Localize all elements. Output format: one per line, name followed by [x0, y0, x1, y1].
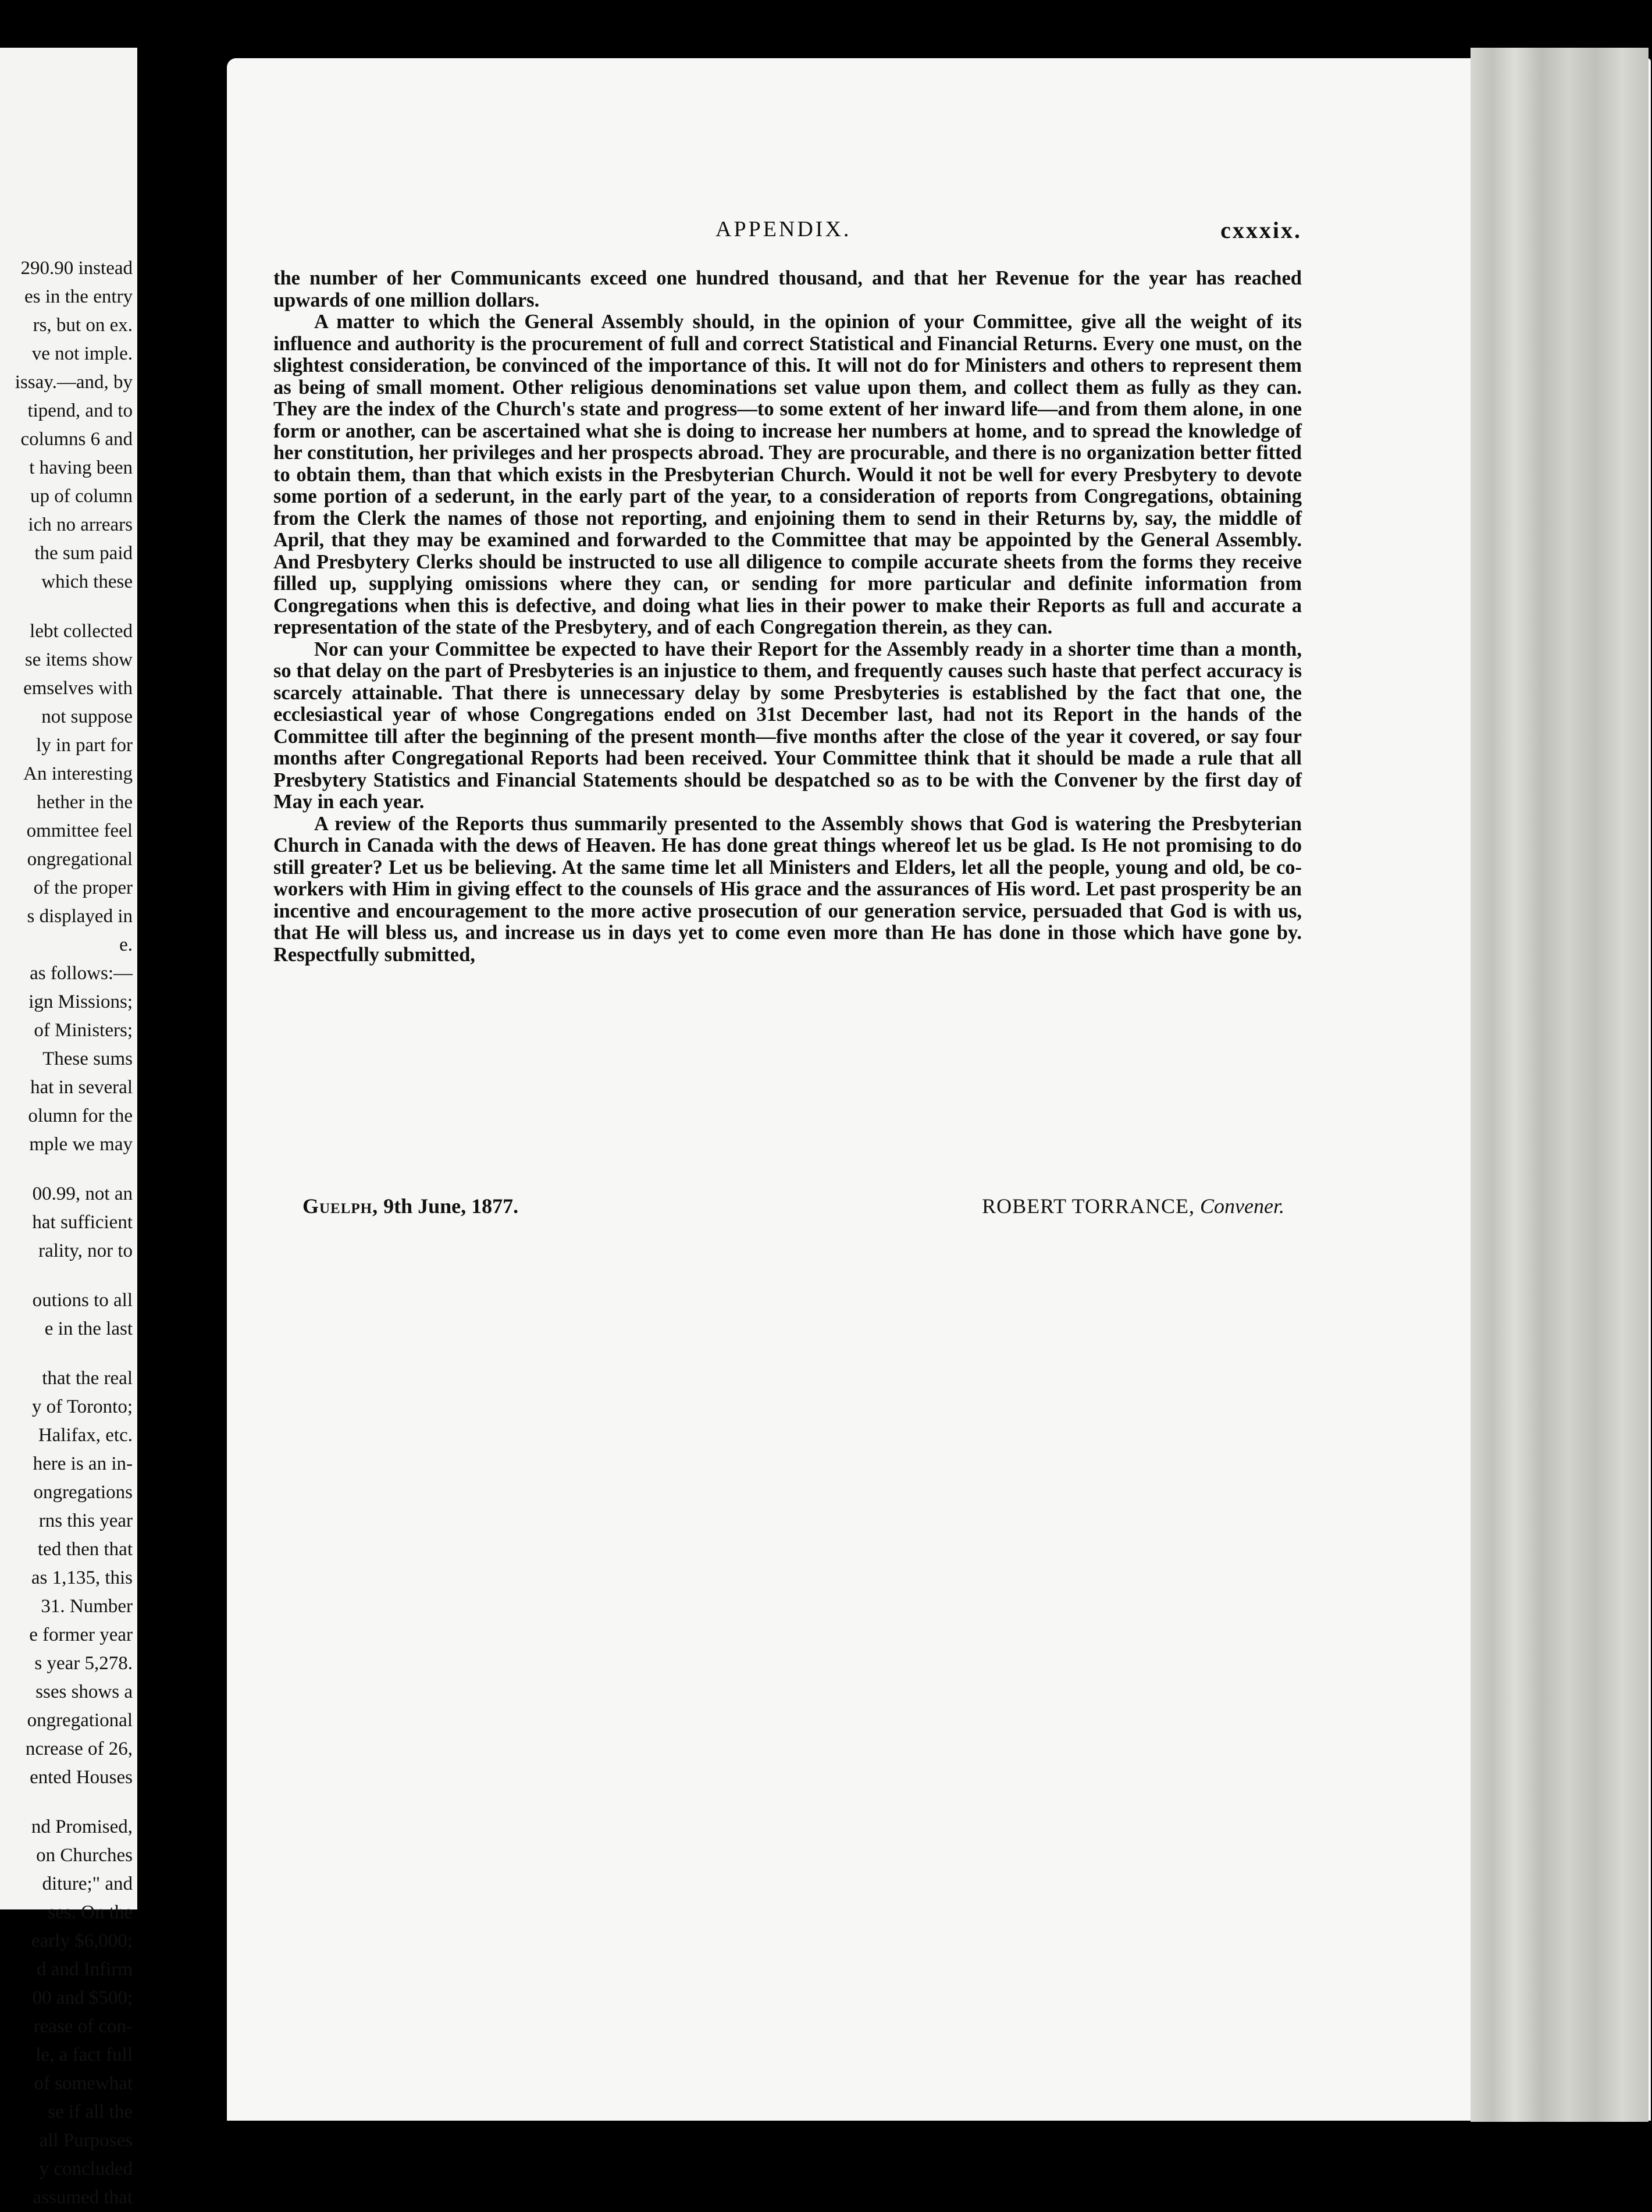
facing-page-line: ongregational — [27, 849, 133, 870]
facing-page-line: hat sufficient — [32, 1212, 133, 1233]
facing-page-line: ses. On the — [48, 1902, 133, 1923]
facing-page-line: up of column — [30, 486, 133, 507]
facing-page-gap — [0, 1792, 133, 1813]
facing-page-line: y of Toronto; — [31, 1396, 133, 1417]
facing-page-line: early $6,000; — [31, 1930, 133, 1951]
book-gutter — [137, 0, 228, 2155]
facing-page-line: e former year — [29, 1624, 133, 1645]
facing-page-line: the sum paid — [34, 543, 133, 564]
paragraph-4: A review of the Reports thus summarily presented to the Assembly shows that God is watering the Presbyterian Church in Canada with the dews of Heaven. He has done great things whereof let us be glad. Is He not promising to do still greater? Let us be believing. At the same time let all Ministers and Elders, let all the people, young and old, be co-workers with Him in giving effect to the counsels of His grace and the assurances of His word. Let past prosperity be an incentive and encouragement to the more active prosecution of our generation service, persuaded that God is with us, that He will bless us, and increase us in days yet to come even more than He has done in those which have gone by. Respectfully submitted, — [273, 812, 1302, 966]
facing-page-line: issay.—and, by — [15, 372, 133, 393]
facing-page-line: lebt collected — [30, 621, 133, 642]
facing-page-line: nd Promised, — [31, 1816, 133, 1837]
facing-page-line: of Ministers; — [34, 1020, 133, 1041]
facing-page-line: all Purposes — [39, 2130, 133, 2151]
signature-block — [273, 1194, 1302, 1223]
facing-page-line: ve not imple. — [31, 343, 133, 364]
facing-page-line: rns this year — [38, 1510, 133, 1531]
page-edges — [1471, 48, 1649, 2122]
facing-page-line: ommittee feel — [26, 820, 133, 841]
facing-page-text — [0, 254, 133, 2212]
facing-page-line: here is an in- — [33, 1453, 133, 1474]
facing-page-line: Halifax, etc. — [38, 1425, 133, 1446]
facing-page-line: which these — [41, 571, 133, 592]
facing-page-line: ongregational — [27, 1710, 133, 1731]
signature-place: Guelph, — [302, 1194, 379, 1218]
facing-page-line: 290.90 instead — [20, 258, 133, 279]
paragraph-2: A matter to which the General Assembly should, in the opinion of your Committee, give all the weight of its influence and authority is the procurement of full and correct Statistical and Financial Returns. Every one must, on the slightest consideration, be convinced of the importance of this. It will not do for Ministers and others to represent them as being of small moment. Other religious denominations set value upon them, and collect them as fully as they can. They are the index of the Church's state and progress—to some extent of her inward life—and from them alone, in one form or another, can be ascertained what she is doing to increase her numbers at home, and to spread the knowledge of her constitution, her privileges and her prospects abroad. They are procurable, and there is no organization better fitted to obtain them, than that which exists in the Presbyterian Church. Would it not be well for every Presbytery to devote some portion of a sederunt, in the early part of the year, to a consideration of reports from Congregations, obtaining from the Clerk the names of those not reporting, and enjoining them to send in their Returns by, say, the middle of April, that they may be examined and forwarded to the Committee that may be appointed by the General Assembly. And Presbytery Clerks should be instructed to use all diligence to compile accurate sheets from the forms they receive filled up, supplying omissions where they can, or sending for more particular and definite information from Congregations when this is defective, and doing what lies in their power to make their Reports as full and accurate a representation of the state of the Presbytery, and of each Congregation therein, as they can. — [273, 311, 1302, 638]
facing-page-line: se items show — [24, 649, 133, 670]
paragraph-1: the number of her Communicants exceed one hundred thousand, and that her Revenue for the year has reached upwards of one million dollars. — [273, 267, 1302, 311]
facing-page-line: y concluded — [39, 2158, 133, 2179]
facing-page-line: of somewhat — [34, 2073, 133, 2094]
paragraph-3: Nor can your Committee be expected to have their Report for the Assembly ready in a shorter time than a month, so that delay on the part of Presbyteries is an injustice to them, and frequently causes such haste that perfect accuracy is scarcely attainable. That there is unnecessary delay by some Presbyteries is established by the fact that one, the ecclesiastical year of whose Congregations ended on 31st December last, had not its Report in the hands of the Committee till after the beginning of the present month—five months after the close of the year it covered, or say four months after Congregational Reports had been received. Your Committee think that it should be made a rule that all Presbytery Statistics and Financial Statements should be despatched so as to be with the Convener by the first day of May in each year. — [273, 638, 1302, 813]
facing-page-line: diture;" and — [42, 1873, 133, 1894]
signatory-name: ROBERT TORRANCE, — [982, 1194, 1195, 1218]
facing-page-gap — [0, 596, 133, 617]
facing-page-line: rease of con- — [33, 2016, 133, 2037]
facing-page-line: ich no arrears — [28, 514, 133, 535]
facing-page-line: ncrease of 26, — [25, 1738, 133, 1759]
facing-page-line: 00.99, not an — [32, 1183, 133, 1204]
signatory — [982, 1194, 1284, 1218]
facing-page-line: 31. Number — [41, 1596, 133, 1617]
facing-page-line: hat in several — [30, 1077, 133, 1098]
facing-page-line: olumn for the — [28, 1105, 133, 1126]
facing-page-line: These sums — [42, 1048, 133, 1069]
facing-page-line: An interesting — [23, 763, 133, 784]
facing-page-line: that the real — [42, 1368, 133, 1389]
page-number: cxxxix. — [1220, 217, 1302, 243]
header-title: APPENDIX. — [715, 217, 852, 241]
facing-page-line: mple we may — [29, 1134, 133, 1155]
facing-page — [0, 48, 137, 2208]
facing-page-line: se if all the — [48, 2101, 133, 2122]
facing-page-line: emselves with — [23, 678, 133, 699]
facing-page-line: not suppose — [41, 706, 133, 727]
signatory-role: Convener. — [1200, 1194, 1284, 1218]
facing-page-line: rs, but on ex. — [33, 315, 133, 336]
facing-page-line: rality, nor to — [38, 1240, 133, 1261]
facing-page-line: ign Missions; — [29, 991, 133, 1012]
signature-place-date — [302, 1194, 518, 1218]
facing-page-line: ted then that — [37, 1539, 133, 1560]
facing-page-line: e. — [119, 934, 133, 955]
facing-page-line: of the proper — [33, 877, 133, 898]
facing-page-line: assumed that — [33, 2187, 133, 2208]
facing-page-gap — [0, 1159, 133, 1180]
facing-page-line: 00 and $500; — [32, 1987, 133, 2008]
facing-page-line: outions to all — [32, 1290, 133, 1311]
facing-page-line: as 1,135, this — [31, 1567, 133, 1588]
facing-page-line: ongregations — [33, 1482, 133, 1503]
facing-page-line: e in the last — [44, 1318, 133, 1339]
facing-page-line: s displayed in — [27, 906, 133, 927]
facing-page-line: columns 6 and — [20, 429, 133, 450]
facing-page-line: le, a fact full — [35, 2044, 133, 2065]
report-body — [273, 268, 1302, 966]
facing-page-line: tipend, and to — [27, 400, 133, 421]
facing-page-line: t having been — [29, 457, 133, 478]
facing-page-line: as follows:— — [30, 963, 133, 984]
facing-page-line: es in the entry — [24, 286, 133, 307]
facing-page-line: ented Houses — [30, 1767, 133, 1788]
running-header — [273, 216, 1302, 251]
facing-page-line: on Churches — [36, 1845, 133, 1866]
facing-page-line: hether in the — [37, 792, 133, 813]
facing-page-gap — [0, 1343, 133, 1364]
facing-page-line: sses shows a — [35, 1681, 133, 1702]
facing-page-line: d and Infirm — [37, 1959, 133, 1980]
facing-page-gap — [0, 1265, 133, 1286]
signature-date: 9th June, 1877. — [383, 1194, 519, 1218]
facing-page-line: ly in part for — [36, 735, 133, 756]
facing-page-line: s year 5,278. — [34, 1653, 133, 1674]
